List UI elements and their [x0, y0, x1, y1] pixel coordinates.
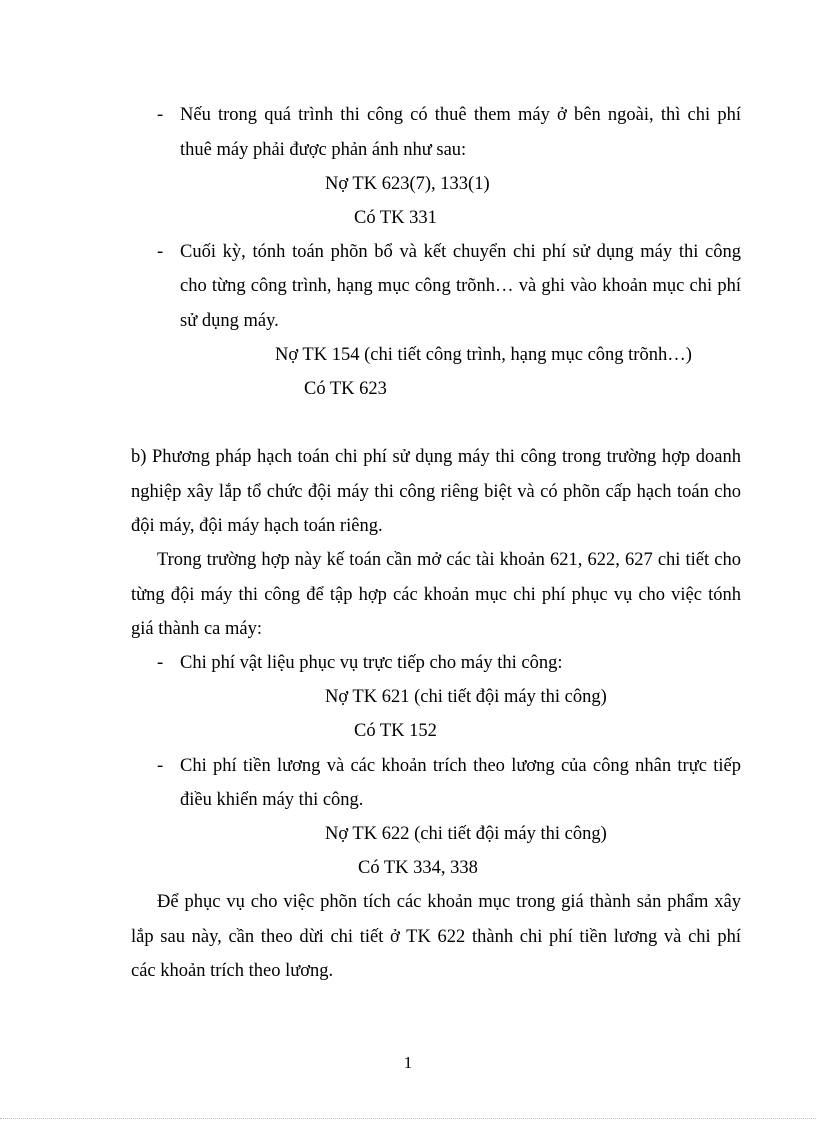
bullet-4-line-2: điều khiển máy thi công. [180, 790, 364, 810]
entry-3-debit: Nợ TK 621 (chi tiết đội máy thi công) [325, 687, 607, 707]
para-2-line-1: Để phục vụ cho việc phõn tích các khoản mục trong giá thành sản phẩm xây [157, 892, 741, 912]
bullet-dash: - [157, 653, 164, 673]
section-b-line-1: b) Phương pháp hạch toán chi phí sử dụng máy thi công trong trường hợp doanh [131, 447, 741, 467]
bullet-dash: - [157, 756, 164, 776]
page-number: 1 [403, 1053, 413, 1072]
bullet-dash: - [157, 242, 164, 262]
para-2-line-2: lắp sau này, cần theo dừi chi tiết ở TK 622 thành chi phí tiền lương và chi phí [131, 927, 741, 947]
entry-2-debit: Nợ TK 154 (chi tiết công trình, hạng mục công trõnh…) [275, 345, 692, 365]
bullet-dash: - [157, 105, 164, 125]
entry-3-credit: Có TK 152 [354, 721, 437, 741]
bullet-1-line-1: Nếu trong quá trình thi công có thuê them máy ở bên ngoài, thì chi phí [180, 105, 741, 125]
bullet-2-line-2: cho từng công trình, hạng mục công trõnh… và ghi vào khoản mục chi phí [180, 276, 741, 296]
bullet-2-line-3: sử dụng máy. [180, 311, 279, 331]
section-b-line-2: nghiệp xây lắp tổ chức đội máy thi công riêng biệt và có phõn cấp hạch toán cho [131, 482, 741, 502]
entry-1-credit: Có TK 331 [354, 208, 437, 228]
para-1-line-3: giá thành ca máy: [131, 619, 262, 639]
para-2-line-3: các khoản trích theo lương. [131, 961, 334, 981]
entry-4-debit: Nợ TK 622 (chi tiết đội máy thi công) [325, 824, 607, 844]
entry-2-credit: Có TK 623 [304, 379, 387, 399]
section-b-line-3: đội máy, đội máy hạch toán riêng. [131, 516, 383, 536]
entry-1-debit: Nợ TK 623(7), 133(1) [325, 174, 490, 194]
bullet-3-line-1: Chi phí vật liệu phục vụ trực tiếp cho máy thi công: [180, 653, 563, 673]
para-1-line-2: từng đội máy thi công để tập hợp các khoản mục chi phí phục vụ cho việc tónh [131, 585, 741, 605]
page-bottom-divider [0, 1118, 816, 1119]
bullet-1-line-2: thuê máy phải được phản ánh như sau: [180, 140, 467, 160]
bullet-2-line-1: Cuối kỳ, tónh toán phõn bổ và kết chuyển chi phí sử dụng máy thi công [180, 242, 741, 262]
para-1-line-1: Trong trường hợp này kế toán cần mở các tài khoản 621, 622, 627 chi tiết cho [157, 550, 741, 570]
bullet-4-line-1: Chi phí tiền lương và các khoản trích theo lương của công nhân trực tiếp [180, 756, 741, 776]
entry-4-credit: Có TK 334, 338 [358, 858, 478, 878]
